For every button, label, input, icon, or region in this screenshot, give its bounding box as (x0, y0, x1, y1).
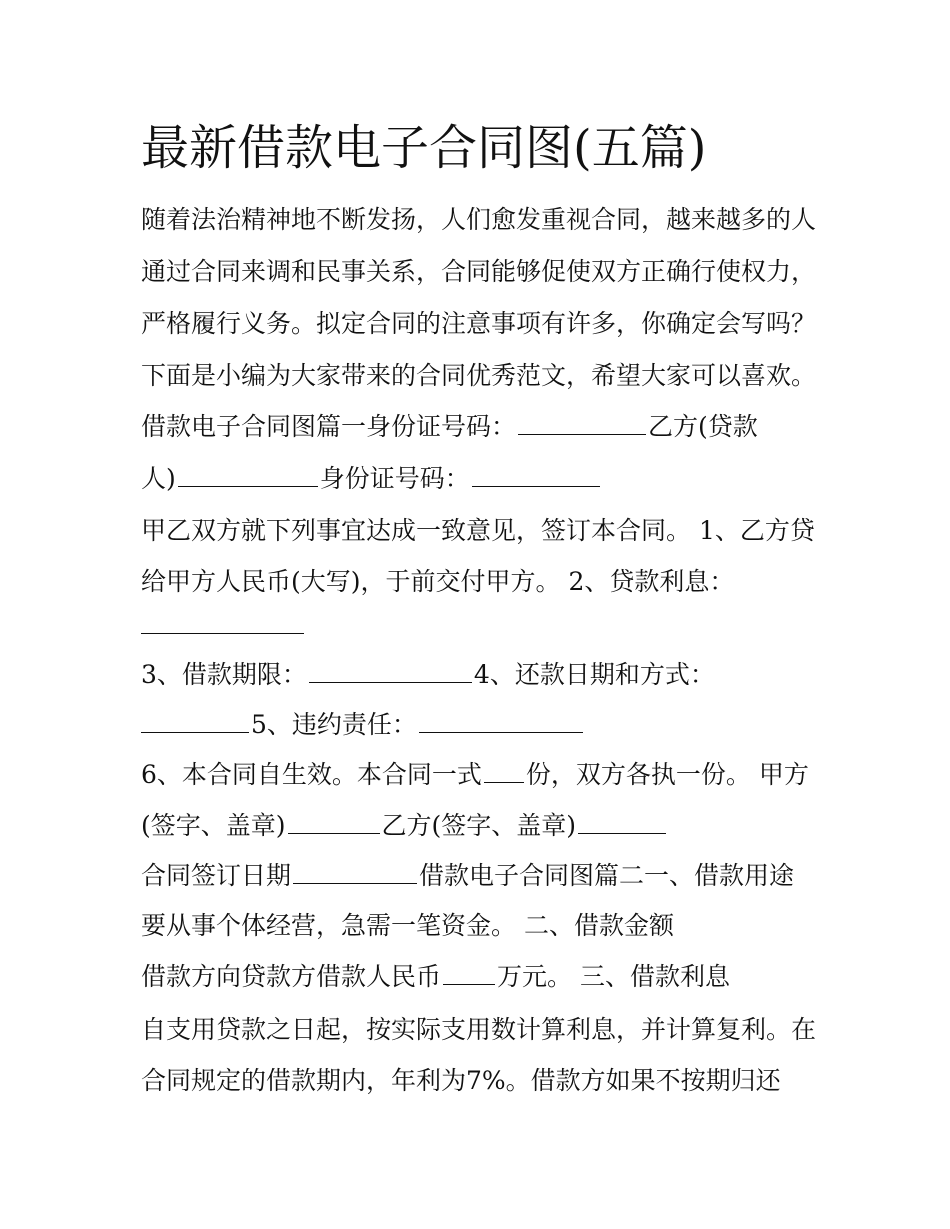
line-text: 给甲方人民币(大写)，于前交付甲方。 2、贷款利息： (141, 567, 735, 596)
paragraph-line (141, 307, 816, 341)
fill-in-blank (443, 962, 495, 985)
document-title: 最新借款电子合同图(五篇) (141, 120, 707, 176)
line-text: 乙方(签字、盖章) (381, 811, 577, 840)
line-text: 借款电子合同图篇一身份证号码： (141, 412, 517, 441)
paragraph-line (141, 359, 816, 393)
line-text: 借款电子合同图篇二一、借款用途 (419, 861, 795, 890)
line-text: 通过合同来调和民事关系，合同能够促使双方正确行使权力， (141, 257, 817, 286)
line-text: 甲乙双方就下列事宜达成一致意见，签订本合同。 1、乙方贷 (141, 516, 815, 545)
line-text: 要从事个体经营，急需一笔资金。 二、借款金额 (141, 911, 674, 940)
fill-in-blank (178, 464, 318, 487)
fill-in-blank (141, 710, 249, 733)
line-text: 万元。 三、借款利息 (497, 962, 730, 991)
line-text: 下面是小编为大家带来的合同优秀范文，希望大家可以喜欢。 (141, 361, 817, 390)
line-text: 乙方(贷款 (648, 412, 758, 441)
fill-in-blank (288, 811, 380, 834)
paragraph-line (141, 462, 602, 496)
line-text: 借款方向贷款方借款人民币 (141, 962, 442, 991)
paragraph-line (141, 203, 816, 237)
paragraph-line (141, 809, 668, 843)
paragraph-line (141, 565, 734, 599)
paragraph-line (141, 859, 794, 893)
fill-in-blank (309, 660, 472, 683)
paragraph-line (141, 1064, 781, 1098)
line-text: 6、本合同自生效。本合同一式 (141, 760, 482, 789)
fill-in-blank (293, 861, 417, 884)
paragraph-line (141, 410, 758, 444)
paragraph-line (141, 909, 674, 943)
line-text: 3、借款期限： (141, 660, 307, 689)
line-text: 合同签订日期 (141, 861, 292, 890)
paragraph-line (141, 758, 809, 792)
line-text: 自支用贷款之日起，按实际支用数计算利息，并计算复利。在 (141, 1015, 817, 1044)
paragraph-line (141, 960, 730, 994)
line-text: 份，双方各执一份。 甲方 (525, 760, 809, 789)
line-text: 随着法治精神地不断发扬，人们愈发重视合同，越来越多的人 (141, 205, 817, 234)
line-text: 合同规定的借款期内，年利为7%。借款方如果不按期归还 (141, 1066, 781, 1095)
line-text: 5、违约责任： (251, 710, 417, 739)
paragraph-line (141, 708, 585, 742)
paragraph-line (141, 514, 815, 548)
line-text: 身份证号码： (319, 464, 470, 493)
fill-in-blank (472, 464, 600, 487)
paragraph-line (141, 609, 306, 643)
line-text: 严格履行义务。拟定合同的注意事项有许多，你确定会写吗？ (141, 309, 817, 338)
fill-in-blank (518, 412, 646, 435)
fill-in-blank (484, 760, 524, 783)
line-text: (签字、盖章) (141, 811, 286, 840)
paragraph-line (141, 1013, 816, 1047)
fill-in-blank (141, 611, 304, 634)
fill-in-blank (419, 710, 583, 733)
paragraph-line (141, 658, 715, 692)
line-text: 4、还款日期和方式： (473, 660, 715, 689)
paragraph-line (141, 255, 816, 289)
line-text: 人) (141, 464, 176, 493)
fill-in-blank (578, 811, 666, 834)
